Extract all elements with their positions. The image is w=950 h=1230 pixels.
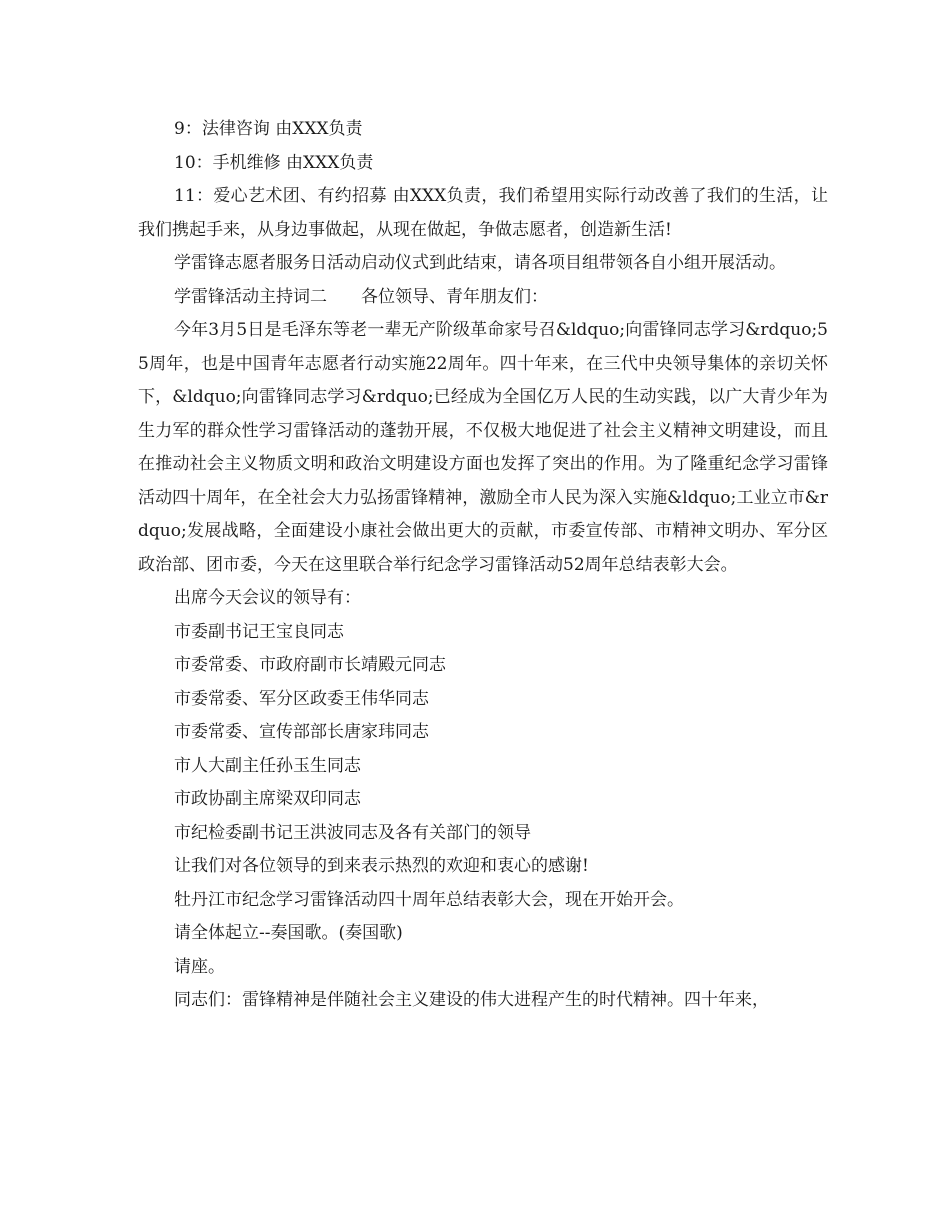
- paragraph-leader-6: 市政协副主席梁双印同志: [174, 789, 361, 809]
- paragraph-item-9: 9：法律咨询 由XXX负责: [174, 119, 363, 139]
- paragraph-host-script-heading: 学雷锋活动主持词二 各位领导、青年朋友们：: [174, 286, 548, 307]
- document-body: [138, 113, 828, 1018]
- paragraph-item-10: 10：手机维修 由XXX负责: [174, 152, 374, 173]
- paragraph-leader-2: 市委常委、市政府副市长靖殿元同志: [174, 655, 446, 675]
- paragraph-comrades: 同志们：雷锋精神是伴随社会主义建设的伟大进程产生的时代精神。四十年来，: [174, 990, 769, 1010]
- paragraph-item-11: 11：爱心艺术团、有约招募 由XXX负责，我们希望用实际行动改善了我们的生活，让我们携起手来，从身边事做起，从现在做起，争做志愿者，创造新生活!: [138, 186, 828, 240]
- paragraph-leaders-intro: 出席今天会议的领导有：: [174, 588, 361, 608]
- paragraph-anniversary-intro: 今年3月5日是毛泽东等老一辈无产阶级革命家号召&ldquo;向雷锋同志学习&rdquo;55周年，也是中国青年志愿者行动实施22周年。四十年来，在三代中央领导集体的亲切关怀下，&ldquo;向雷锋同志学习&rdquo;已经成为全国亿万人民的生动实践，以广大青少年为生力军的群众性学习雷锋活动的蓬勃开展，不仅极大地促进了社会主义精神文明建设，而且在推动社会主义物质文明和政治文明建设方面也发挥了突出的作用。为了隆重纪念学习雷锋活动四十周年，在全社会大力弘扬雷锋精神，激励全市人民为深入实施&ldquo;工业立市&rdquo;发展战略，全面建设小康社会做出更大的贡献，市委宣传部、市精神文明办、军分区政治部、团市委，今天在这里联合举行纪念学习雷锋活动52周年总结表彰大会。: [138, 320, 828, 575]
- paragraph-meeting-open: 牡丹江市纪念学习雷锋活动四十周年总结表彰大会，现在开始开会。: [174, 889, 684, 910]
- paragraph-leader-7: 市纪检委副书记王洪波同志及各有关部门的领导: [174, 822, 531, 843]
- paragraph-national-anthem: 请全体起立--奏国歌。(奏国歌): [174, 923, 403, 943]
- paragraph-leader-1: 市委副书记王宝良同志: [174, 621, 344, 642]
- paragraph-leader-5: 市人大副主任孙玉生同志: [174, 755, 361, 776]
- paragraph-closing-notice: 学雷锋志愿者服务日活动启动仪式到此结束，请各项目组带领各自小组开展活动。: [174, 253, 786, 273]
- paragraph-leader-4: 市委常委、宣传部部长唐家玮同志: [174, 722, 429, 742]
- paragraph-please-sit: 请座。: [174, 956, 225, 977]
- paragraph-welcome: 让我们对各位领导的到来表示热烈的欢迎和衷心的感谢!: [174, 856, 589, 876]
- paragraph-leader-3: 市委常委、军分区政委王伟华同志: [174, 688, 429, 709]
